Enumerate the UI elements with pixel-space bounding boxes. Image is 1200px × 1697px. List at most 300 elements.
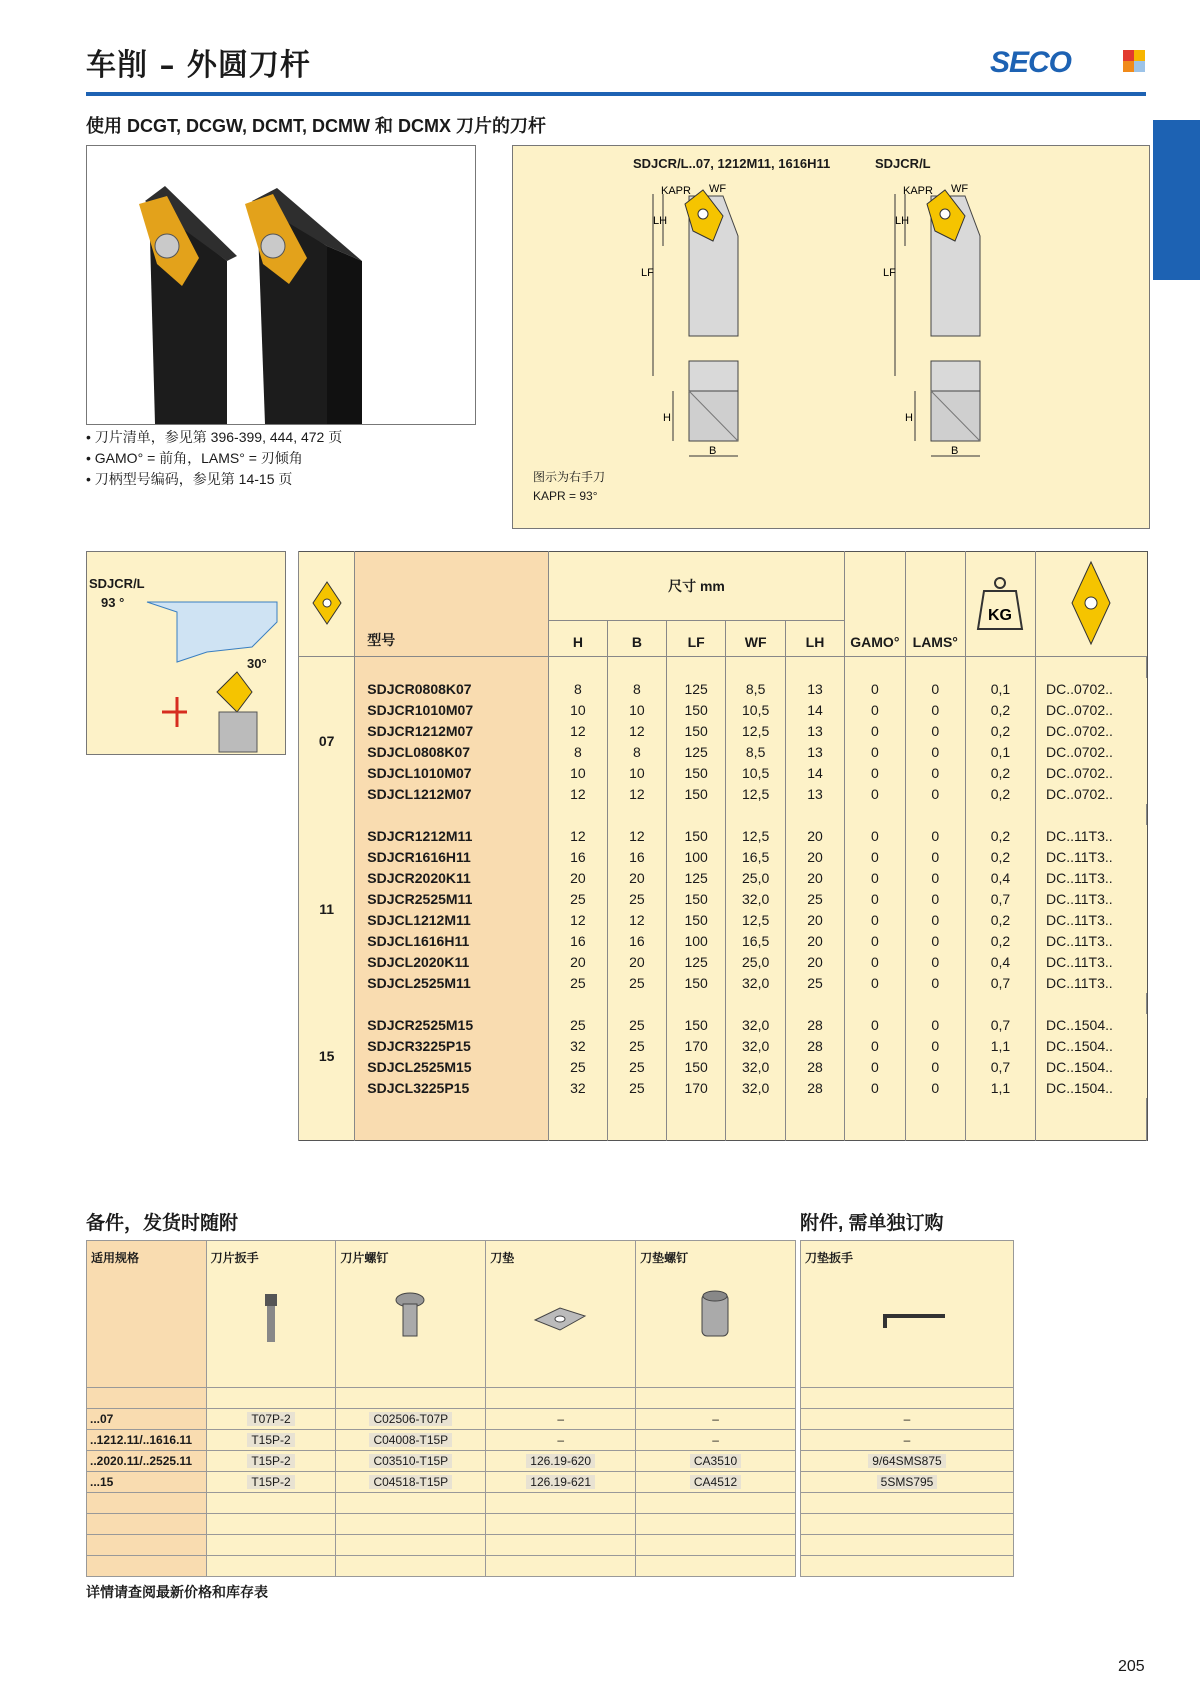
col-h: H — [548, 620, 607, 656]
cell-value: DC..11T3.. — [1035, 825, 1146, 846]
acc-value: T07P-2 — [247, 1412, 294, 1426]
acc-cell — [801, 1451, 1014, 1472]
cell-value: 0 — [905, 1014, 965, 1035]
insert-shape-icon — [307, 578, 347, 628]
cell-value: 125 — [666, 678, 725, 699]
table-row — [801, 1472, 1014, 1493]
accessories-body — [801, 1388, 1014, 1577]
cell-value: 25 — [607, 888, 666, 909]
acc-value: T15P-2 — [247, 1475, 294, 1489]
dimension-diagram — [512, 145, 1150, 529]
cell-value: 12 — [548, 720, 607, 741]
model-header: 型号 — [355, 552, 549, 657]
cell-value: 8 — [607, 678, 666, 699]
cell-value: 0 — [905, 951, 965, 972]
approach-angle-box — [86, 551, 286, 755]
angle-drawing — [87, 552, 285, 754]
weight-icon — [976, 573, 1024, 633]
svg-text:LF: LF — [883, 267, 896, 279]
acc-header-wrench: 刀片扳手 — [206, 1241, 336, 1388]
cell-value: 25 — [548, 888, 607, 909]
svg-text:B: B — [951, 445, 959, 457]
table-row — [299, 783, 1148, 804]
cell-value: 0 — [905, 678, 965, 699]
cell-value: 20 — [607, 951, 666, 972]
model-code: SDJCR2525M11 — [355, 888, 549, 909]
acc-value: C04518-T15P — [369, 1475, 452, 1489]
acc-header-shim-wrench: 刀垫扳手 — [801, 1241, 1014, 1388]
acc-value: C02506-T07P — [369, 1412, 452, 1426]
cell-value: 0 — [845, 909, 906, 930]
cell-value: 0 — [905, 888, 965, 909]
table-row — [299, 741, 1148, 762]
cell-value: 14 — [785, 699, 844, 720]
svg-text:WF: WF — [709, 183, 727, 195]
cell-value: 25 — [548, 1014, 607, 1035]
cell-value: 0,2 — [965, 699, 1035, 720]
spacer-row — [299, 1098, 1148, 1119]
angle-30: 30° — [247, 656, 267, 671]
acc-cell — [486, 1451, 636, 1472]
acc-cell — [801, 1409, 1014, 1430]
spacer-row — [87, 1514, 796, 1535]
cell-value: 16 — [607, 930, 666, 951]
acc-cell — [486, 1409, 636, 1430]
cell-value: 0 — [905, 1035, 965, 1056]
model-code: SDJCL1212M07 — [355, 783, 549, 804]
acc-value: – — [903, 1433, 911, 1447]
size-group: 07 — [299, 678, 355, 804]
cell-value: 0 — [845, 678, 906, 699]
cell-value: 0,2 — [965, 909, 1035, 930]
acc-cell — [486, 1430, 636, 1451]
cell-value: 0 — [845, 1077, 906, 1098]
insert-icon-cell — [1035, 552, 1146, 657]
cell-value: 25 — [607, 1035, 666, 1056]
cell-value: 16 — [607, 846, 666, 867]
cell-value: 25 — [548, 972, 607, 993]
table-row — [801, 1409, 1014, 1430]
cell-value: 10 — [607, 762, 666, 783]
svg-text:B: B — [709, 445, 717, 457]
cell-value: 0 — [845, 888, 906, 909]
model-code: SDJCR1010M07 — [355, 699, 549, 720]
cell-value: 20 — [785, 930, 844, 951]
table-row — [87, 1409, 796, 1430]
table-row — [299, 909, 1148, 930]
cell-value: 20 — [785, 909, 844, 930]
acc-cell — [636, 1451, 796, 1472]
acc-cell — [336, 1451, 486, 1472]
cell-value: 13 — [785, 678, 844, 699]
cell-value: 0 — [905, 1056, 965, 1077]
col-lams: LAMS° — [905, 552, 965, 657]
cell-value: 10,5 — [726, 699, 786, 720]
cell-value: 0 — [905, 741, 965, 762]
cell-value: 150 — [666, 909, 725, 930]
cell-value: 170 — [666, 1077, 725, 1098]
cell-value: 16,5 — [726, 846, 786, 867]
cell-value: 0 — [845, 930, 906, 951]
acc-value: – — [557, 1412, 564, 1426]
col-b: B — [607, 620, 666, 656]
cell-value: 0 — [845, 867, 906, 888]
cell-value: 28 — [785, 1056, 844, 1077]
cell-value: 0 — [845, 720, 906, 741]
cell-value: DC..0702.. — [1035, 678, 1146, 699]
cell-value: DC..11T3.. — [1035, 909, 1146, 930]
cell-value: 0,2 — [965, 846, 1035, 867]
cell-value: 0 — [845, 1056, 906, 1077]
acc-header-size: 适用规格 — [87, 1241, 207, 1388]
table-row — [299, 1014, 1148, 1035]
spacer-row — [801, 1556, 1014, 1577]
cell-value: 125 — [666, 951, 725, 972]
acc-value: CA3510 — [690, 1454, 741, 1468]
model-code: SDJCL2525M11 — [355, 972, 549, 993]
spacer-row — [87, 1556, 796, 1577]
acc-cell — [336, 1409, 486, 1430]
acc-cell — [206, 1451, 336, 1472]
cell-value: 150 — [666, 699, 725, 720]
acc-size: ...15 — [87, 1472, 207, 1493]
cell-value: DC..11T3.. — [1035, 888, 1146, 909]
cell-value: 0 — [905, 1077, 965, 1098]
note-item: • 刀柄型号编码，参见第 14-15 页 — [86, 471, 293, 487]
cell-value: 0 — [905, 930, 965, 951]
cell-value: 8 — [607, 741, 666, 762]
cell-value: 1,1 — [965, 1035, 1035, 1056]
cell-value: 0 — [845, 741, 906, 762]
angle-code: SDJCR/L — [89, 576, 145, 591]
cell-value: 0 — [845, 846, 906, 867]
diagram-caption-kapr: KAPR = 93° — [533, 489, 598, 503]
acc-value: 5SMS795 — [877, 1475, 938, 1489]
table-row — [299, 972, 1148, 993]
diagram-right-title: SDJCR/L — [875, 156, 931, 171]
cell-value: 125 — [666, 867, 725, 888]
spare-parts-body — [87, 1388, 796, 1577]
model-code: SDJCL3225P15 — [355, 1077, 549, 1098]
cell-value: DC..1504.. — [1035, 1035, 1146, 1056]
cell-value: 150 — [666, 1056, 725, 1077]
screw-icon — [340, 1280, 480, 1350]
model-code: SDJCR2020K11 — [355, 867, 549, 888]
cell-value: 25 — [607, 1056, 666, 1077]
col-lh: LH — [785, 620, 844, 656]
cell-value: 25 — [785, 972, 844, 993]
cell-value: 25 — [607, 972, 666, 993]
cell-value: 8,5 — [726, 741, 786, 762]
cell-value: 12,5 — [726, 909, 786, 930]
note-item: • 刀片清单，参见第 396-399, 444, 472 页 — [86, 429, 343, 445]
cell-value: 0,2 — [965, 930, 1035, 951]
cell-value: 0 — [845, 825, 906, 846]
table-row — [299, 867, 1148, 888]
cell-value: 0,1 — [965, 678, 1035, 699]
cell-value: 12,5 — [726, 825, 786, 846]
acc-value: 9/64SMS875 — [868, 1454, 945, 1468]
cell-value: 25,0 — [726, 867, 786, 888]
table-row — [87, 1430, 796, 1451]
cell-value: 32,0 — [726, 888, 786, 909]
angle-value: 93 ° — [101, 595, 125, 610]
svg-text:KAPR: KAPR — [661, 185, 691, 197]
cell-value: DC..0702.. — [1035, 699, 1146, 720]
cell-value: DC..0702.. — [1035, 741, 1146, 762]
cell-value: 25 — [607, 1077, 666, 1098]
cell-value: 10 — [548, 699, 607, 720]
acc-value: – — [712, 1433, 719, 1447]
accessories-title: 附件, 需单独订购 — [800, 1213, 944, 1234]
acc-cell — [206, 1430, 336, 1451]
cell-value: 150 — [666, 888, 725, 909]
cell-value: 125 — [666, 741, 725, 762]
header-rule — [86, 92, 1146, 96]
cell-value: 13 — [785, 741, 844, 762]
table-row — [299, 762, 1148, 783]
cell-value: 10 — [607, 699, 666, 720]
acc-value: CA4512 — [690, 1475, 741, 1489]
shim-icon — [490, 1280, 630, 1350]
model-code: SDJCL1010M07 — [355, 762, 549, 783]
spare-parts-table — [86, 1240, 796, 1577]
spacer-row — [801, 1514, 1014, 1535]
cell-value: 0 — [905, 909, 965, 930]
model-code: SDJCR0808K07 — [355, 678, 549, 699]
cell-value: 0 — [905, 846, 965, 867]
spacer-row — [801, 1535, 1014, 1556]
cell-value: 32,0 — [726, 1056, 786, 1077]
cell-value: 0,4 — [965, 951, 1035, 972]
cell-value: 32,0 — [726, 1077, 786, 1098]
acc-value: C03510-T15P — [369, 1454, 452, 1468]
brand-mark-icon — [1123, 50, 1145, 72]
acc-cell — [801, 1430, 1014, 1451]
cell-value: DC..11T3.. — [1035, 972, 1146, 993]
cell-value: 0 — [905, 972, 965, 993]
spacer-row — [801, 1493, 1014, 1514]
table-row — [299, 678, 1148, 699]
cell-value: 1,1 — [965, 1077, 1035, 1098]
cell-value: 12 — [607, 909, 666, 930]
cell-value: 8,5 — [726, 678, 786, 699]
acc-value: – — [557, 1433, 564, 1447]
acc-value: – — [712, 1412, 719, 1426]
cell-value: DC..11T3.. — [1035, 846, 1146, 867]
cell-value: 0,4 — [965, 867, 1035, 888]
col-lf: LF — [666, 620, 725, 656]
cell-value: 0,7 — [965, 1056, 1035, 1077]
cell-value: 20 — [785, 846, 844, 867]
acc-cell — [801, 1472, 1014, 1493]
table-row — [299, 1056, 1148, 1077]
model-code: SDJCL1616H11 — [355, 930, 549, 951]
cell-value: 0 — [845, 762, 906, 783]
acc-value: 126.19-620 — [526, 1454, 595, 1468]
cell-value: 0 — [845, 972, 906, 993]
cell-value: 10,5 — [726, 762, 786, 783]
cell-value: DC..0702.. — [1035, 783, 1146, 804]
cell-value: 28 — [785, 1014, 844, 1035]
cell-value: 0,2 — [965, 762, 1035, 783]
cell-value: 8 — [548, 678, 607, 699]
cell-value: 14 — [785, 762, 844, 783]
acc-cell — [636, 1430, 796, 1451]
cell-value: 0 — [845, 1014, 906, 1035]
brand-logo: SECO — [990, 46, 1072, 79]
svg-text:LH: LH — [653, 215, 668, 227]
cell-value: DC..1504.. — [1035, 1014, 1146, 1035]
cell-value: 0 — [905, 783, 965, 804]
col-wf: WF — [726, 620, 786, 656]
cell-value: 32,0 — [726, 972, 786, 993]
diagram-caption: 图示为右手刀 — [533, 470, 606, 484]
cell-value: 0 — [845, 699, 906, 720]
spacer-row — [801, 1388, 1014, 1409]
table-row — [299, 699, 1148, 720]
spacer-row — [299, 993, 1148, 1014]
cell-value: 100 — [666, 846, 725, 867]
cell-value: 0 — [845, 1035, 906, 1056]
cell-value: 12 — [548, 783, 607, 804]
weight-icon-cell — [965, 552, 1035, 657]
cell-value: 28 — [785, 1035, 844, 1056]
cell-value: 0 — [905, 720, 965, 741]
model-code: SDJCR1212M11 — [355, 825, 549, 846]
table-row — [801, 1451, 1014, 1472]
page-number: 205 — [1118, 1658, 1145, 1675]
spacer-row — [87, 1388, 796, 1409]
diagram-left-title: SDJCR/L..07, 1212M11, 1616H11 — [633, 156, 831, 171]
svg-text:KAPR: KAPR — [903, 185, 933, 197]
cell-value: 16,5 — [726, 930, 786, 951]
product-photo — [86, 145, 476, 425]
cell-value: 13 — [785, 720, 844, 741]
cell-value: 0,7 — [965, 1014, 1035, 1035]
cell-value: 25 — [785, 888, 844, 909]
spare-parts-title: 备件，发货时随附 — [86, 1213, 239, 1234]
cell-value: 12 — [607, 825, 666, 846]
model-code: SDJCR2525M15 — [355, 1014, 549, 1035]
model-code: SDJCL1212M11 — [355, 909, 549, 930]
cell-value: 10 — [548, 762, 607, 783]
footer-note: 详情请查阅最新价格和库存表 — [86, 1584, 268, 1600]
cell-value: 100 — [666, 930, 725, 951]
table-row — [299, 846, 1148, 867]
svg-text:WF: WF — [951, 183, 969, 195]
cell-value: 16 — [548, 930, 607, 951]
cell-value: 150 — [666, 1014, 725, 1035]
spacer-row — [87, 1535, 796, 1556]
acc-size: ..2020.11/..2525.11 — [87, 1451, 207, 1472]
cell-value: 0,1 — [965, 741, 1035, 762]
acc-value: – — [903, 1412, 911, 1426]
cell-value: 150 — [666, 972, 725, 993]
cell-value: 12 — [607, 783, 666, 804]
model-code: SDJCR3225P15 — [355, 1035, 549, 1056]
table-body — [299, 657, 1148, 1141]
acc-cell — [206, 1472, 336, 1493]
acc-header-shim-screw: 刀垫螺钉 — [636, 1241, 796, 1388]
acc-cell — [336, 1430, 486, 1451]
cell-value: DC..0702.. — [1035, 762, 1146, 783]
table-row — [299, 1035, 1148, 1056]
size-group: 15 — [299, 1014, 355, 1098]
cell-value: 13 — [785, 783, 844, 804]
cell-value: 150 — [666, 762, 725, 783]
col-gamo: GAMO° — [845, 552, 906, 657]
cell-value: 32,0 — [726, 1035, 786, 1056]
acc-value: T15P-2 — [247, 1454, 294, 1468]
acc-header-shim: 刀垫 — [486, 1241, 636, 1388]
cell-value: 150 — [666, 783, 725, 804]
page-title: 车削 – 外圆刀杆 — [86, 48, 311, 83]
dimension-header: 尺寸 mm — [548, 552, 844, 621]
cell-value: 25 — [607, 1014, 666, 1035]
insert-shape-icon-cell — [299, 552, 355, 657]
side-tab — [1153, 120, 1200, 280]
acc-value: C04008-T15P — [369, 1433, 452, 1447]
acc-cell — [636, 1472, 796, 1493]
table-row — [87, 1451, 796, 1472]
cell-value: 0,2 — [965, 783, 1035, 804]
cell-value: 0,2 — [965, 720, 1035, 741]
cell-value: 170 — [666, 1035, 725, 1056]
cell-value: 0,2 — [965, 825, 1035, 846]
cell-value: 0,7 — [965, 888, 1035, 909]
cell-value: 20 — [785, 867, 844, 888]
cell-value: DC..11T3.. — [1035, 867, 1146, 888]
cell-value: 0 — [845, 951, 906, 972]
table-row — [299, 825, 1148, 846]
model-code: SDJCL2525M15 — [355, 1056, 549, 1077]
cell-value: 8 — [548, 741, 607, 762]
acc-cell — [206, 1409, 336, 1430]
table-row — [299, 888, 1148, 909]
accessories-table — [800, 1240, 1014, 1577]
table-row — [87, 1472, 796, 1493]
insert-icon — [1066, 558, 1116, 648]
subtitle: 使用 DCGT, DCGW, DCMT, DCMW 和 DCMX 刀片的刀杆 — [86, 116, 546, 136]
cell-value: 20 — [785, 825, 844, 846]
spacer-row — [87, 1493, 796, 1514]
shim-screw-icon — [640, 1280, 790, 1350]
acc-header-screw: 刀片螺钉 — [336, 1241, 486, 1388]
svg-text:H: H — [905, 412, 913, 424]
acc-cell — [336, 1472, 486, 1493]
note-item: • GAMO° = 前角，LAMS° = 刃倾角 — [86, 450, 303, 466]
cell-value: DC..11T3.. — [1035, 930, 1146, 951]
svg-text:LH: LH — [895, 215, 910, 227]
model-code: SDJCR1212M07 — [355, 720, 549, 741]
holder-table — [298, 551, 1148, 1141]
acc-value: 126.19-621 — [526, 1475, 595, 1489]
spacer-row — [299, 657, 1148, 679]
table-row — [299, 951, 1148, 972]
cell-value: 12,5 — [726, 720, 786, 741]
cell-value: 150 — [666, 720, 725, 741]
cell-value: 0,7 — [965, 972, 1035, 993]
hex-key-icon — [805, 1280, 1005, 1350]
cell-value: 28 — [785, 1077, 844, 1098]
acc-cell — [636, 1409, 796, 1430]
cell-value: 0 — [905, 825, 965, 846]
cell-value: DC..11T3.. — [1035, 951, 1146, 972]
key-icon — [211, 1280, 331, 1350]
acc-size: ..1212.11/..1616.11 — [87, 1430, 207, 1451]
holder-drawing — [513, 176, 1149, 476]
